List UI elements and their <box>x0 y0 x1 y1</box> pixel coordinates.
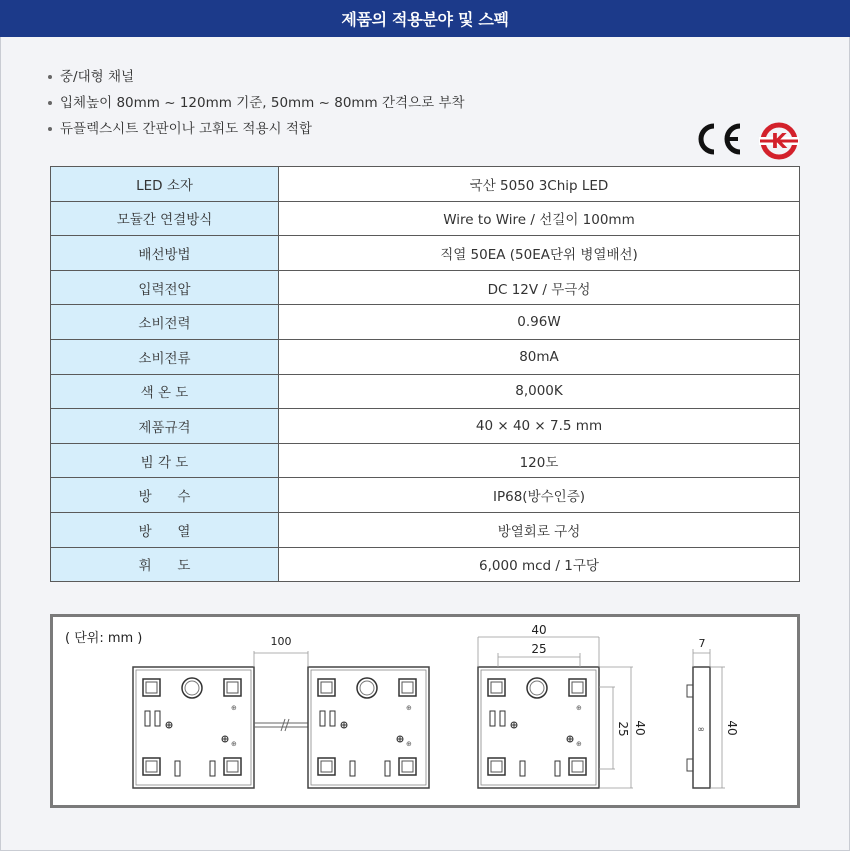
spec-value: 0.96W <box>279 305 800 340</box>
spec-value: 방열회로 구성 <box>279 512 800 547</box>
table-row <box>51 236 800 271</box>
ce-mark-icon <box>692 121 744 157</box>
dim-side-height-label: 40 <box>725 720 739 736</box>
spec-key: 배선방법 <box>51 236 279 271</box>
spec-value: 직열 50EA (50EA단위 병열배선) <box>279 236 800 271</box>
spec-value: 6,000 mcd / 1구당 <box>279 547 800 582</box>
spec-value: 40 × 40 × 7.5 mm <box>279 409 800 444</box>
spec-value: DC 12V / 무극성 <box>279 270 800 305</box>
spec-key: LED 소자 <box>51 167 279 202</box>
table-row <box>51 478 800 513</box>
list-item <box>48 116 465 142</box>
bullet-icon <box>48 75 52 79</box>
module-drawing: ⊕ 100 40 25 25 40 ∞ 7 40 <box>53 617 797 805</box>
feature-list <box>48 64 465 142</box>
bullet-icon <box>48 101 52 105</box>
spec-value: 80mA <box>279 339 800 374</box>
bullet-icon <box>48 127 52 131</box>
spec-value: 8,000K <box>279 374 800 409</box>
spec-key: 제품규격 <box>51 409 279 444</box>
feature-text: 듀플렉스시트 간판이나 고휘도 적용시 적합 <box>60 121 312 137</box>
spec-key: 색 온 도 <box>51 374 279 409</box>
spec-key: 휘 도 <box>51 547 279 582</box>
list-item <box>48 64 465 90</box>
spec-value: Wire to Wire / 선길이 100mm <box>279 201 800 236</box>
spec-key: 소비전력 <box>51 305 279 340</box>
feature-text: 입체높이 80mm ~ 120mm 기준, 50mm ~ 80mm 간격으로 부착 <box>60 95 465 111</box>
dim-inner-v-label: 25 <box>616 721 630 737</box>
spec-value: 국산 5050 3Chip LED <box>279 167 800 202</box>
dim-height-label: 40 <box>633 720 647 736</box>
table-row <box>51 547 800 582</box>
spec-key: 빔 각 도 <box>51 443 279 478</box>
table-row <box>51 409 800 444</box>
table-row <box>51 167 800 202</box>
spec-value: 120도 <box>279 443 800 478</box>
list-item <box>48 90 465 116</box>
spec-key: 입력전압 <box>51 270 279 305</box>
table-row <box>51 270 800 305</box>
dim-depth-label: 7 <box>698 637 706 650</box>
table-row <box>51 201 800 236</box>
unit-label: ( 단위: mm ) <box>65 631 143 646</box>
spec-key: 방 열 <box>51 512 279 547</box>
page-title: 제품의 적용분야 및 스펙 <box>0 0 850 37</box>
feature-text: 중/대형 채널 <box>60 69 135 85</box>
spec-key: 소비전류 <box>51 339 279 374</box>
table-row <box>51 443 800 478</box>
dim-width-label: 40 <box>531 623 547 637</box>
table-row <box>51 305 800 340</box>
spec-key: 방 수 <box>51 478 279 513</box>
dimension-drawing <box>50 614 800 808</box>
svg-text:K: K <box>771 129 787 153</box>
spec-table <box>50 166 800 582</box>
kc-mark-icon <box>757 121 801 161</box>
dim-spacing-label: 100 <box>270 635 292 648</box>
table-row <box>51 339 800 374</box>
dim-inner-label: 25 <box>531 642 547 656</box>
spec-value: IP68(방수인증) <box>279 478 800 513</box>
spec-key: 모듈간 연결방식 <box>51 201 279 236</box>
svg-text:∞: ∞ <box>697 725 705 735</box>
table-row <box>51 512 800 547</box>
table-row <box>51 374 800 409</box>
